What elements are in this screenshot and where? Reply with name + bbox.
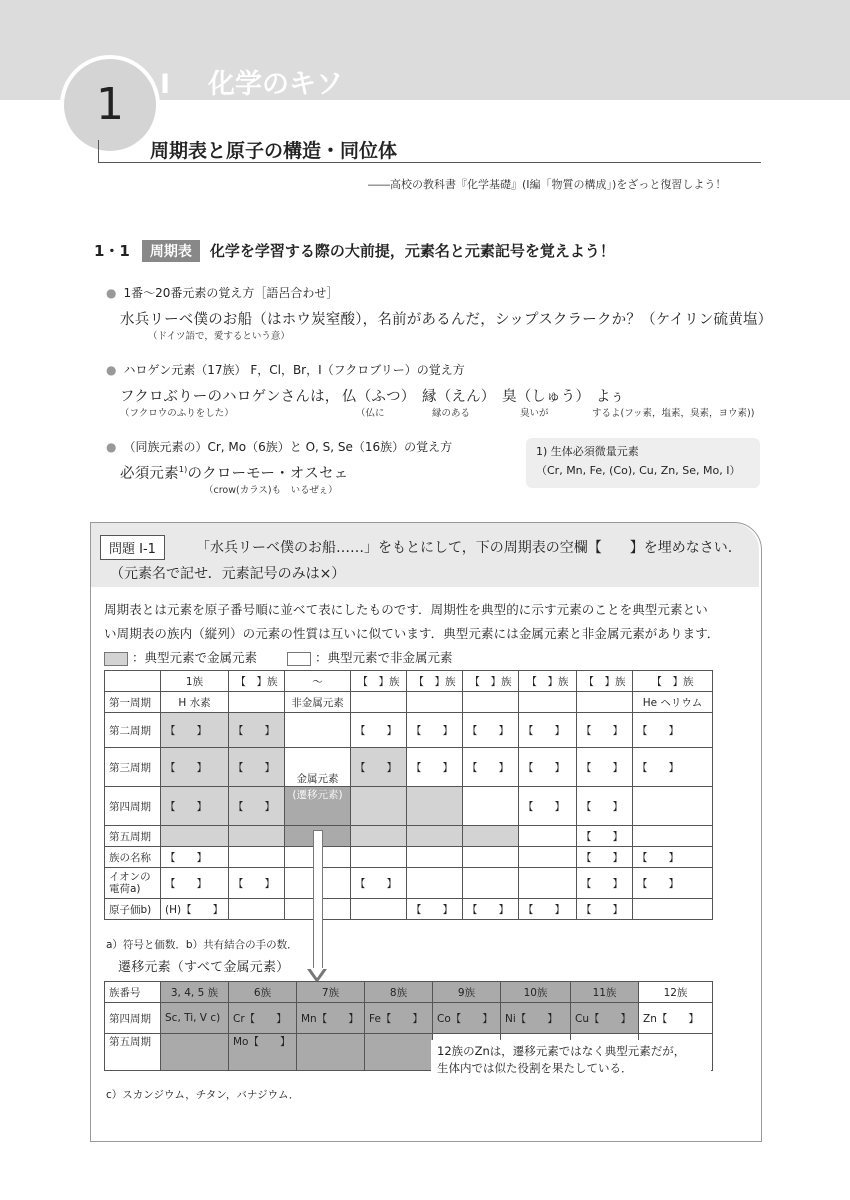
pt-r2c4[interactable]: 【 】	[351, 748, 407, 787]
pt-r2c6[interactable]: 【 】	[463, 748, 519, 787]
pt-r2c2[interactable]: 【 】	[229, 748, 285, 787]
tt-h6: 10族	[501, 982, 571, 1003]
mnemonic2-note-4: 臭いが	[520, 408, 549, 419]
legend	[104, 648, 453, 666]
tt-h8: 12族	[639, 982, 713, 1003]
pt-r5c9[interactable]: 【 】	[633, 847, 713, 868]
arrow-head-inner	[310, 968, 324, 978]
arrow-shaft	[313, 830, 323, 972]
tt-r4c5[interactable]: Co【 】	[433, 1003, 501, 1034]
subsection-tag: 周期表	[142, 240, 200, 262]
pt-r0c5	[407, 692, 463, 713]
pt-r5c1[interactable]: 【 】	[161, 847, 229, 868]
pt-r0c3: 非金属元素	[285, 692, 351, 713]
pt-row-8	[105, 899, 713, 920]
mnemonic1-bullet: ● 1番〜20番元素の覚え方［語呂合わせ］	[106, 284, 338, 301]
chapter-roman: I	[160, 69, 171, 100]
pt-r3c2[interactable]: 【 】	[229, 787, 285, 826]
pt-r3c8[interactable]: 【 】	[577, 787, 633, 826]
mnemonic1-line: 水兵リーベ僕のお船（はホウ炭窒酸），名前があるんだ，シップスクラークか？（ケイリン硫黄塩）	[120, 312, 773, 328]
pt-r7c6[interactable]: 【 】	[463, 899, 519, 920]
pt-r2c5[interactable]: 【 】	[407, 748, 463, 787]
chapter-number: 1	[60, 55, 160, 155]
pt-r2c3: 金属元素	[285, 748, 351, 787]
legend-nonmetal: ：典型元素で非金属元素	[315, 650, 453, 665]
pt-r3c6	[463, 787, 519, 826]
pt-r3c1[interactable]: 【 】	[161, 787, 229, 826]
section-underline	[98, 162, 761, 163]
pt-r1c8[interactable]: 【 】	[577, 713, 633, 748]
section-title: 周期表と原子の構造・同位体	[150, 140, 398, 162]
pt-h1: 1族	[161, 671, 229, 692]
pt-r5c4	[351, 847, 407, 868]
pt-r6c6	[463, 868, 519, 899]
pt-r7c9	[633, 899, 713, 920]
pt-row-4	[105, 787, 713, 826]
mnemonic3-line-a: 必須元素	[120, 466, 179, 482]
zn-callout-line-2: 生体内では似た役割を果たしている．	[437, 1061, 633, 1075]
mnemonic1-note: （ドイツ語で，愛するという意）	[148, 331, 290, 342]
pt-r5c5	[407, 847, 463, 868]
mnemonic2-word-5: よぅ	[596, 389, 625, 405]
tt-r4c3[interactable]: Mn【 】	[297, 1003, 365, 1034]
mnemonic2-note-3: 縁のある	[432, 408, 471, 419]
table1-footnote: a）符号と価数．b）共有結合の手の数．	[106, 939, 298, 951]
pt-r7c2	[229, 899, 285, 920]
pt-h4: 【 】族	[351, 671, 407, 692]
pt-r7c4	[351, 899, 407, 920]
pt-r6c4[interactable]: 【 】	[351, 868, 407, 899]
pt-r6c9[interactable]: 【 】	[633, 868, 713, 899]
tt-h2: 6族	[229, 982, 297, 1003]
pt-r4c0: 第五周期	[105, 826, 161, 847]
pt-r6c1[interactable]: 【 】	[161, 868, 229, 899]
tt-h5: 9族	[433, 982, 501, 1003]
pt-r7c8[interactable]: 【 】	[577, 899, 633, 920]
tt-r4c0: 第四周期	[105, 1003, 161, 1034]
note-label: 1) 生体必須微量元素	[536, 445, 639, 458]
mnemonic2-word-3: 縁（えん）	[422, 389, 496, 405]
mnemonic2-note-1: （フクロウのふりをした）	[120, 408, 234, 419]
pt-r4c1	[161, 826, 229, 847]
chapter-title-text: 化学のキソ	[208, 69, 344, 100]
section-vline	[98, 140, 99, 162]
pt-r1c4[interactable]: 【 】	[351, 713, 407, 748]
pt-h6: 【 】族	[463, 671, 519, 692]
pt-r6c5	[407, 868, 463, 899]
pt-r4c4	[351, 826, 407, 847]
pt-r1c6[interactable]: 【 】	[463, 713, 519, 748]
mnemonic3-line	[120, 462, 348, 483]
tt-r4c7[interactable]: Cu【 】	[571, 1003, 639, 1034]
tt-r4c6[interactable]: Ni【 】	[501, 1003, 571, 1034]
pt-r6c7	[519, 868, 577, 899]
problem-paragraph-1: 周期表とは元素を原子番号順に並べて表にしたものです．周期性を典型的に示す元素のことを典型元素とい	[104, 602, 708, 617]
subsection-heading	[94, 240, 615, 262]
tt-r5c3	[297, 1034, 365, 1071]
pt-r3c7[interactable]: 【 】	[519, 787, 577, 826]
mnemonic2-bullet: ● ハロゲン元素（17族） F，Cl，Br，I（フクロブリー）の覚え方	[106, 361, 465, 378]
mnemonic2-word-4: 臭（しゅう）	[502, 389, 591, 405]
pt-r5c6	[463, 847, 519, 868]
pt-r5c2	[229, 847, 285, 868]
mnemonic2-note-5: するよ(フッ素，塩素，臭素，ヨウ素))	[592, 408, 755, 419]
tt-r5c4	[365, 1034, 433, 1071]
table2-footnote: c）スカンジウム，チタン，バナジウム．	[106, 1089, 300, 1101]
pt-h5: 【 】族	[407, 671, 463, 692]
pt-h0	[105, 671, 161, 692]
mnemonic2-note-2: （仏に	[356, 408, 385, 419]
tt-header-row	[105, 982, 713, 1003]
tt-h4: 8族	[365, 982, 433, 1003]
pt-row-3	[105, 748, 713, 787]
pt-r1c7[interactable]: 【 】	[519, 713, 577, 748]
pt-r0c9: He ヘリウム	[633, 692, 713, 713]
pt-r0c1: H 水素	[161, 692, 229, 713]
pt-r1c1[interactable]: 【 】	[161, 713, 229, 748]
pt-r7c1[interactable]: (H)【 】	[161, 899, 229, 920]
pt-r0c4	[351, 692, 407, 713]
pt-header-row	[105, 671, 713, 692]
problem-paragraph-2: い周期表の族内（縦列）の元素の性質は互いに似ています．典型元素には金属元素と非金属元素があります．	[104, 626, 720, 641]
pt-r1c9[interactable]: 【 】	[633, 713, 713, 748]
pt-r0c6	[463, 692, 519, 713]
tt-h7: 11族	[571, 982, 639, 1003]
pt-r7c5[interactable]: 【 】	[407, 899, 463, 920]
pt-r4c5	[407, 826, 463, 847]
periodic-table	[104, 670, 713, 920]
tt-r4c8[interactable]: Zn【 】	[639, 1003, 713, 1034]
problem-text-2: （元素名で記せ．元素記号のみは×）	[110, 566, 346, 582]
section-tagline: ――高校の教科書『化学基礎』(I編「物質の構成」)をざっと復習しよう！	[368, 178, 727, 191]
pt-r3c9	[633, 787, 713, 826]
mnemonic3-line-b: のクローモー・オスセェ	[187, 466, 349, 482]
legend-metal: ：典型元素で金属元素	[132, 650, 258, 665]
problem-label: 問題 I-1	[100, 535, 165, 560]
pt-row-1	[105, 692, 713, 713]
pt-r3c4	[351, 787, 407, 826]
pt-r2c9[interactable]: 【 】	[633, 748, 713, 787]
tt-h3: 7族	[297, 982, 365, 1003]
pt-r3c5	[407, 787, 463, 826]
pt-r5c0: 族の名称	[105, 847, 161, 868]
pt-r4c6	[463, 826, 519, 847]
subsection-text: 化学を学習する際の大前提，元素名と元素記号を覚えよう！	[209, 242, 615, 260]
pt-r0c7	[519, 692, 577, 713]
tt-r5c0: 第五周期	[105, 1034, 161, 1071]
problem-text-1: 「水兵リーベ僕のお船……」をもとにして，下の周期表の空欄【 】を埋めなさい.	[196, 540, 733, 556]
subsection-number: 1・1	[94, 242, 130, 260]
pt-r5c7	[519, 847, 577, 868]
pt-r2c0: 第三周期	[105, 748, 161, 787]
tt-h0: 族番号	[105, 982, 161, 1003]
mnemonic3-note: （crow(カラス)も いるぜぇ）	[204, 485, 338, 496]
pt-row-7	[105, 868, 713, 899]
mnemonic2-word-1: フクロぶりーのハロゲンさんは，	[120, 389, 340, 405]
pt-h8: 【 】族	[577, 671, 633, 692]
pt-r0c2	[229, 692, 285, 713]
pt-h3: 〜	[285, 671, 351, 692]
tt-r4c4[interactable]: Fe【 】	[365, 1003, 433, 1034]
pt-r7c7[interactable]: 【 】	[519, 899, 577, 920]
pt-r7c0: 原子価b)	[105, 899, 161, 920]
pt-r2c7[interactable]: 【 】	[519, 748, 577, 787]
pt-r4c8[interactable]: 【 】	[577, 826, 633, 847]
note-text: （Cr, Mn, Fe, (Co), Cu, Zn, Se, Mo, I）	[536, 464, 741, 477]
tt-r5c2[interactable]: Mo【 】	[229, 1034, 297, 1071]
pt-r5c8[interactable]: 【 】	[577, 847, 633, 868]
zn-callout-line-1: 12族のZnは，遷移元素ではなく典型元素だが，	[437, 1044, 686, 1058]
pt-r4c7	[519, 826, 577, 847]
pt-row-6	[105, 847, 713, 868]
pt-r2c1[interactable]: 【 】	[161, 748, 229, 787]
table2-caption: 遷移元素（すべて金属元素）	[118, 960, 290, 975]
pt-r0c0: 第一周期	[105, 692, 161, 713]
tt-h1: 3, 4, 5 族	[161, 982, 229, 1003]
pt-r6c8[interactable]: 【 】	[577, 868, 633, 899]
pt-row-5	[105, 826, 713, 847]
pt-r3c0: 第四周期	[105, 787, 161, 826]
zn-callout	[431, 1040, 711, 1078]
pt-r3c3: (遷移元素)	[285, 787, 351, 826]
pt-r1c3	[285, 713, 351, 748]
mnemonic3-bullet: ● （同族元素の）Cr, Mo（6族）と O, S, Se（16族）の覚え方	[106, 438, 452, 455]
pt-r0c8	[577, 692, 633, 713]
pt-r1c5[interactable]: 【 】	[407, 713, 463, 748]
tt-r5c1	[161, 1034, 229, 1071]
pt-r2c8[interactable]: 【 】	[577, 748, 633, 787]
tt-r4c2[interactable]: Cr【 】	[229, 1003, 297, 1034]
tt-row-4	[105, 1003, 713, 1034]
legend-swatch-nonmetal	[287, 652, 311, 666]
pt-r1c2[interactable]: 【 】	[229, 713, 285, 748]
pt-h7: 【 】族	[519, 671, 577, 692]
pt-r1c0: 第二周期	[105, 713, 161, 748]
pt-r4c9	[633, 826, 713, 847]
pt-h2: 【 】族	[229, 671, 285, 692]
pt-r4c2	[229, 826, 285, 847]
tt-r4c1: Sc, Ti, V c)	[161, 1003, 229, 1034]
mnemonic3-sup: 1)	[178, 465, 188, 475]
note-box	[526, 438, 760, 488]
mnemonic2-word-2: 仏（ふつ）	[342, 389, 416, 405]
pt-r6c0: イオンの電荷a)	[105, 868, 161, 899]
pt-r6c2[interactable]: 【 】	[229, 868, 285, 899]
chapter-title	[160, 62, 343, 101]
pt-row-2	[105, 713, 713, 748]
legend-swatch-metal	[104, 652, 128, 666]
pt-h9: 【 】族	[633, 671, 713, 692]
